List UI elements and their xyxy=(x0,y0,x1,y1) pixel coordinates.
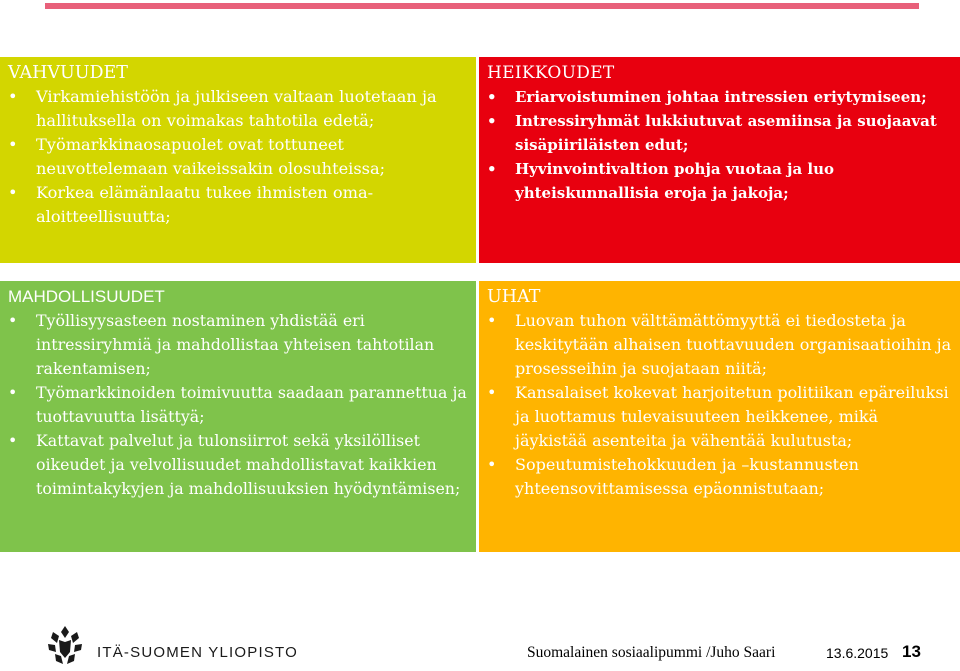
list-item: • Luovan tuhon välttämättömyyttä ei tiedosteta ja keskitytään alhaisen tuottavuuden organisaatioihin ja prosesseihin ja suojataan niitä; xyxy=(487,309,952,381)
threats-list xyxy=(487,309,952,501)
list-item: • Sopeutumistehokkuuden ja –kustannusten yhteensovittamisessa epäonnistutaan; xyxy=(487,453,952,501)
list-item: • Intressiryhmät lukkiutuvat asemiinsa ja suojaavat sisäpiiriläisten edut; xyxy=(487,109,952,157)
list-item: • Hyvinvointivaltion pohja vuotaa ja luo yhteiskunnallisia eroja ja jakoja; xyxy=(487,157,952,205)
swot-threats xyxy=(479,281,960,552)
list-item: • Kansalaiset kokevat harjoitetun politiikan epäreiluksi ja luottamus tulevaisuuteen heikkenee, mikä jäykistää asenteita ja vähentää kulutusta; xyxy=(487,381,952,453)
strengths-title: VAHVUUDET xyxy=(8,63,128,83)
list-item: • Työmarkkinoiden toimivuutta saadaan parannettua ja tuottavuutta lisättyä; xyxy=(8,381,468,429)
top-accent-bar xyxy=(45,3,919,9)
threats-title: UHAT xyxy=(487,287,541,307)
weaknesses-list xyxy=(487,85,952,205)
swot-weaknesses xyxy=(479,57,960,263)
footer-caption: Suomalainen sosiaalipummi /Juho Saari xyxy=(527,644,776,661)
list-item: • Työllisyysasteen nostaminen yhdistää eri intressiryhmiä ja mahdollistaa yhteisen tahtotilan rakentamisen; xyxy=(8,309,468,381)
opportunities-title: MAHDOLLISUUDET xyxy=(8,287,165,306)
list-item: • Korkea elämänlaatu tukee ihmisten oma-aloitteellisuutta; xyxy=(8,181,468,229)
list-item: • Eriarvoistuminen johtaa intressien eriytymiseen; xyxy=(487,85,952,109)
strengths-list xyxy=(8,85,468,229)
weaknesses-title: HEIKKOUDET xyxy=(487,63,615,83)
university-name: ITÄ-SUOMEN YLIOPISTO xyxy=(97,644,298,661)
swot-strengths xyxy=(0,57,476,263)
footer-date: 13.6.2015 xyxy=(826,645,889,661)
swot-opportunities xyxy=(0,281,476,552)
page-number: 13 xyxy=(902,642,921,661)
list-item: • Kattavat palvelut ja tulonsiirrot sekä yksilölliset oikeudet ja velvollisuudet mahdollistavat kaikkien toimintakykyjen ja mahdollisuuksien hyödyntämisen; xyxy=(8,429,468,501)
list-item: • Työmarkkinaosapuolet ovat tottuneet neuvottelemaan vaikeissakin olosuhteissa; xyxy=(8,133,468,181)
list-item: • Virkamiehistöön ja julkiseen valtaan luotetaan ja hallituksella on voimakas tahtotila edetä; xyxy=(8,85,468,133)
opportunities-list xyxy=(8,309,468,501)
university-logo xyxy=(45,624,298,668)
university-logo-mark-icon xyxy=(45,624,85,668)
